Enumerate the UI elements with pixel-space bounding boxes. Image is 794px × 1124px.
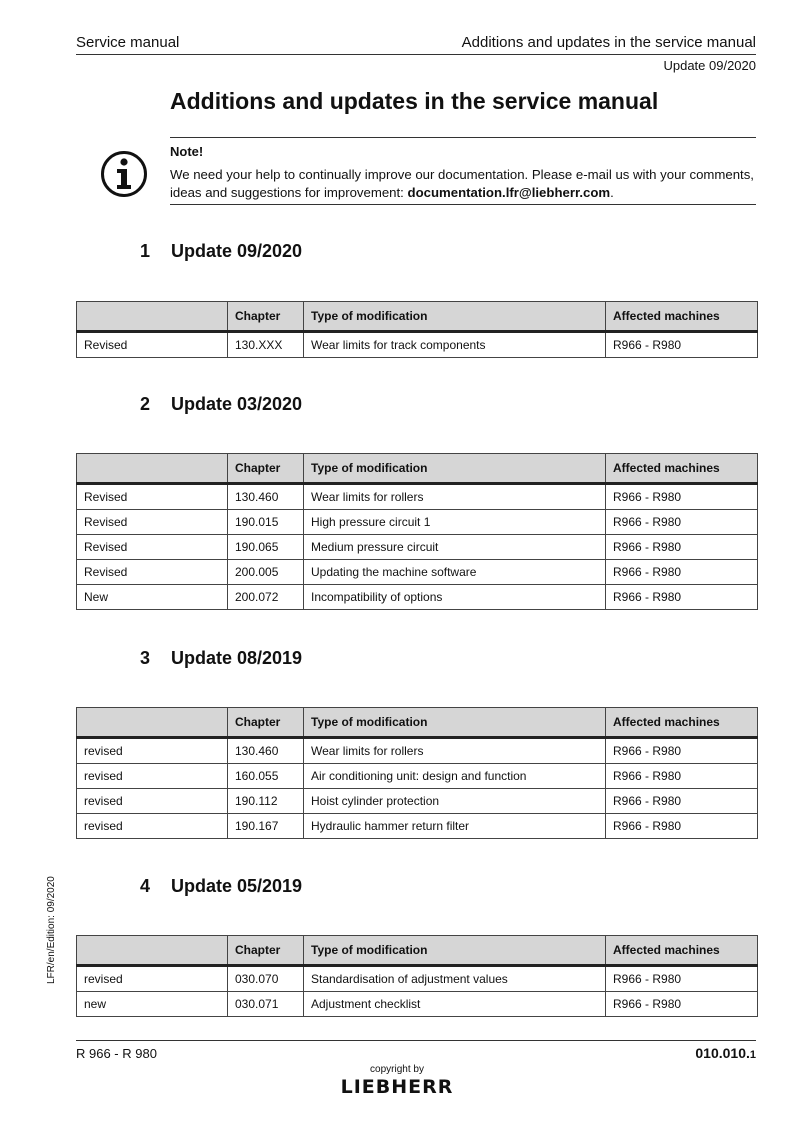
table-header-cell: Chapter: [228, 302, 304, 332]
table-cell: 190.167: [228, 814, 304, 839]
table-cell: Hoist cylinder protection: [304, 789, 606, 814]
modifications-table: [76, 935, 758, 1017]
table-cell: R966 - R980: [606, 484, 758, 510]
table-header-cell: Type of modification: [304, 454, 606, 484]
table-header-row: [77, 454, 758, 484]
table-cell: Air conditioning unit: design and function: [304, 764, 606, 789]
modifications-table: [76, 453, 758, 610]
table-row: [77, 535, 758, 560]
table-cell: R966 - R980: [606, 738, 758, 764]
table-row: [77, 332, 758, 358]
table-cell: Incompatibility of options: [304, 585, 606, 610]
table-cell: revised: [77, 764, 228, 789]
table-cell: R966 - R980: [606, 966, 758, 992]
table-cell: New: [77, 585, 228, 610]
table-cell: 190.015: [228, 510, 304, 535]
section-title: Update 05/2019: [171, 876, 303, 896]
table-cell: revised: [77, 966, 228, 992]
info-icon: [100, 150, 148, 198]
note-top-divider: [170, 137, 756, 138]
table-cell: R966 - R980: [606, 789, 758, 814]
table-cell: Revised: [77, 535, 228, 560]
table-row: [77, 738, 758, 764]
table-row: [77, 764, 758, 789]
table-cell: 200.005: [228, 560, 304, 585]
header-right-title: Additions and updates in the service manual: [461, 34, 756, 51]
table-cell: Wear limits for track components: [304, 332, 606, 358]
table-cell: Updating the machine software: [304, 560, 606, 585]
table-cell: Medium pressure circuit: [304, 535, 606, 560]
note-text: [170, 166, 756, 202]
table-cell: 190.065: [228, 535, 304, 560]
note-body: We need your help to continually improve our documentation. Please e-mail us with your comments, ideas and suggestions for improvement:: [170, 167, 754, 200]
table-cell: 130.XXX: [228, 332, 304, 358]
section-title: Update 08/2019: [171, 648, 303, 668]
table-cell: R966 - R980: [606, 814, 758, 839]
section-title: Update 03/2020: [171, 394, 303, 414]
copyright-text: copyright by: [370, 1064, 424, 1075]
section-number: 1: [140, 241, 151, 261]
table-cell: High pressure circuit 1: [304, 510, 606, 535]
table-header-cell: Chapter: [228, 708, 304, 738]
table-cell: Wear limits for rollers: [304, 738, 606, 764]
table-cell: revised: [77, 814, 228, 839]
table-cell: Revised: [77, 332, 228, 358]
table-cell: Revised: [77, 560, 228, 585]
table-cell: R966 - R980: [606, 510, 758, 535]
table-cell: revised: [77, 789, 228, 814]
footer-model: R 966 - R 980: [76, 1046, 157, 1061]
table-cell: Standardisation of adjustment values: [304, 966, 606, 992]
table-header-row: [77, 936, 758, 966]
table-header-cell: [77, 936, 228, 966]
table-cell: Revised: [77, 510, 228, 535]
note-body-end: .: [610, 185, 614, 200]
header-update-label: Update 09/2020: [663, 58, 756, 73]
table-row: [77, 484, 758, 510]
table-row: [77, 789, 758, 814]
table-header-cell: Chapter: [228, 936, 304, 966]
table-header-cell: Type of modification: [304, 302, 606, 332]
table-header-cell: [77, 708, 228, 738]
footer-page-number: [695, 1045, 756, 1061]
page-number-main: 010.010.: [695, 1045, 750, 1061]
table-cell: 200.072: [228, 585, 304, 610]
table-header-cell: [77, 454, 228, 484]
table-cell: R966 - R980: [606, 535, 758, 560]
edition-label: LFR/en/Edition: 09/2020: [46, 876, 57, 984]
table-cell: R966 - R980: [606, 585, 758, 610]
table-cell: new: [77, 992, 228, 1017]
table-cell: Adjustment checklist: [304, 992, 606, 1017]
table-cell: R966 - R980: [606, 764, 758, 789]
table-row: [77, 560, 758, 585]
header-left-title: Service manual: [76, 34, 180, 51]
table-cell: 190.112: [228, 789, 304, 814]
table-cell: Wear limits for rollers: [304, 484, 606, 510]
table-header-cell: Chapter: [228, 454, 304, 484]
table-row: [77, 585, 758, 610]
section-title: Update 09/2020: [171, 241, 303, 261]
table-cell: 030.071: [228, 992, 304, 1017]
table-header-cell: Affected machines: [606, 454, 758, 484]
table-cell: R966 - R980: [606, 560, 758, 585]
table-row: [77, 814, 758, 839]
table-cell: Revised: [77, 484, 228, 510]
section-number: 4: [140, 876, 151, 896]
note-title: Note!: [170, 144, 204, 159]
table-row: [77, 510, 758, 535]
section-number: 3: [140, 648, 151, 668]
table-header-cell: Affected machines: [606, 302, 758, 332]
table-header-cell: Affected machines: [606, 708, 758, 738]
table-cell: revised: [77, 738, 228, 764]
note-email-link[interactable]: documentation.lfr@liebherr.com: [407, 185, 611, 200]
section-number: 2: [140, 394, 151, 414]
table-header-cell: Type of modification: [304, 708, 606, 738]
table-header-cell: Type of modification: [304, 936, 606, 966]
note-bottom-divider: [170, 204, 756, 205]
table-cell: 130.460: [228, 484, 304, 510]
table-cell: 030.070: [228, 966, 304, 992]
table-row: [77, 992, 758, 1017]
table-cell: R966 - R980: [606, 992, 758, 1017]
table-header-cell: [77, 302, 228, 332]
modifications-table: [76, 707, 758, 839]
table-cell: R966 - R980: [606, 332, 758, 358]
table-header-row: [77, 708, 758, 738]
footer-divider: [76, 1040, 756, 1041]
modifications-table: [76, 301, 758, 358]
page-title: Additions and updates in the service manual: [170, 88, 659, 114]
header-divider: [76, 54, 756, 55]
table-cell: 130.460: [228, 738, 304, 764]
table-row: [77, 966, 758, 992]
table-header-cell: Affected machines: [606, 936, 758, 966]
page-number-sub: 1: [749, 1049, 756, 1061]
table-cell: 160.055: [228, 764, 304, 789]
liebherr-logo: LIEBHERR: [340, 1076, 454, 1098]
table-cell: Hydraulic hammer return filter: [304, 814, 606, 839]
table-header-row: [77, 302, 758, 332]
